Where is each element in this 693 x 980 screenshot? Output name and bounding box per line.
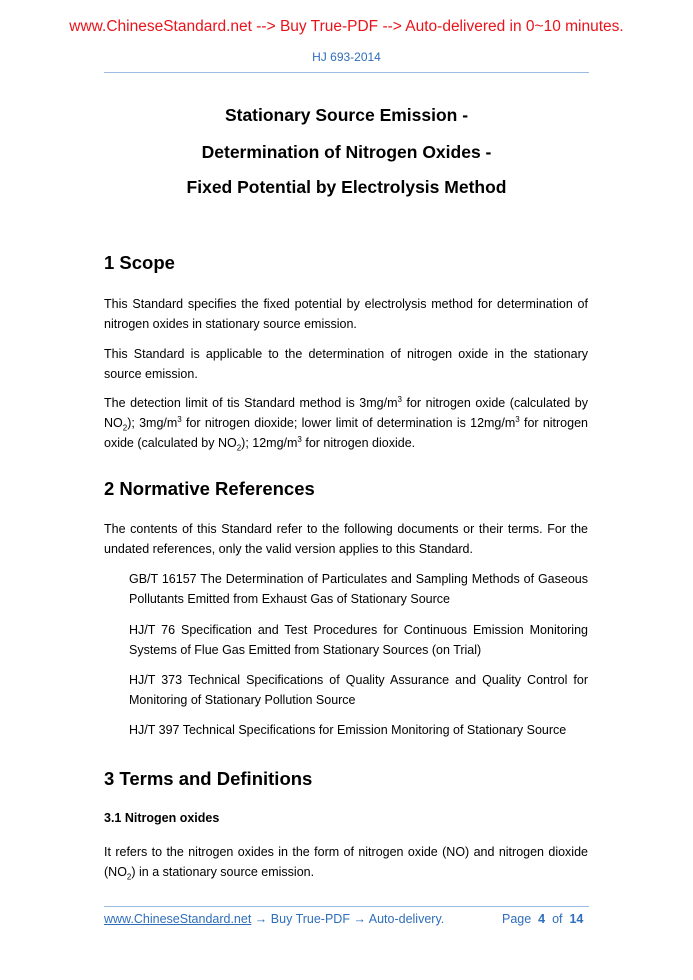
doc-title-line-3: Fixed Potential by Electrolysis Method xyxy=(186,177,507,197)
subsection-3-1-heading: 3.1 Nitrogen oxides xyxy=(104,811,220,825)
page-indicator: Page 4 of 14 xyxy=(502,912,584,926)
section-3-heading: 3 Terms and Definitions xyxy=(104,768,313,789)
reference-item: GB/T 16157 The Determination of Particulates and Sampling Methods of Gaseous Pollutants Emitted from Exhaust Gas of Stationary Source xyxy=(129,572,588,606)
scope-paragraph-2: This Standard is applicable to the determination of nitrogen oxide in the stationary source emission. xyxy=(104,347,588,381)
scope-paragraph-1: This Standard specifies the fixed potential by electrolysis method for determination of nitrogen oxides in stationary source emission. xyxy=(104,297,588,331)
reference-item: HJ/T 373 Technical Specifications of Quality Assurance and Quality Control for Monitoring of Stationary Pollution Source xyxy=(129,673,588,707)
definition-paragraph: It refers to the nitrogen oxides in the form of nitrogen oxide (NO) and nitrogen dioxide $(NO_2)$ in a stationary source emission. xyxy=(104,845,588,882)
doc-title-line-1: Stationary Source Emission - xyxy=(224,105,469,125)
footer-divider xyxy=(104,906,589,907)
footer-site-link[interactable]: www.ChineseStandard.net xyxy=(104,912,252,926)
page-total: 14 xyxy=(569,912,584,926)
header-divider xyxy=(104,72,589,73)
section-2-heading: 2 Normative References xyxy=(104,478,315,499)
footer-buy-link[interactable]: Buy True-PDF xyxy=(270,912,350,926)
references-intro: The contents of this Standard refer to the following documents or their terms. For the undated references, only the valid version applies to this Standard. xyxy=(104,522,588,556)
arrow-right-icon: → xyxy=(353,912,366,926)
standard-code: HJ 693-2014 xyxy=(312,50,381,64)
reference-item: HJ/T 397 Technical Specifications for Emission Monitoring of Stationary Source xyxy=(129,723,567,737)
footer-links xyxy=(104,912,444,926)
footer-delivery-text: Auto-delivery. xyxy=(368,912,445,926)
arrow-right-icon: → xyxy=(254,912,268,926)
page-current: 4 xyxy=(538,912,546,926)
scope-paragraph-3: The detection limit of tis Standard method is $3mg/m^3$ for nitrogen oxide (calculated by $NO_2$); $3mg/m^3$ for nitrogen dioxide; lower limit of determination is $12mg/m^3$ for nitrogen oxide (calculated by $NO_2$); $12mg/m^3$ for nitrogen dioxide. xyxy=(104,394,588,453)
banner-link[interactable]: www.ChineseStandard.net --> Buy True-PDF --> Auto-delivered in 0~10 minutes. xyxy=(69,18,624,35)
doc-title-line-2: Determination of Nitrogen Oxides - xyxy=(201,142,492,162)
reference-item: HJ/T 76 Specification and Test Procedures for Continuous Emission Monitoring Systems of Flue Gas Emitted from Stationary Sources (on Trial) xyxy=(129,623,588,657)
section-1-heading: 1 Scope xyxy=(104,252,175,273)
